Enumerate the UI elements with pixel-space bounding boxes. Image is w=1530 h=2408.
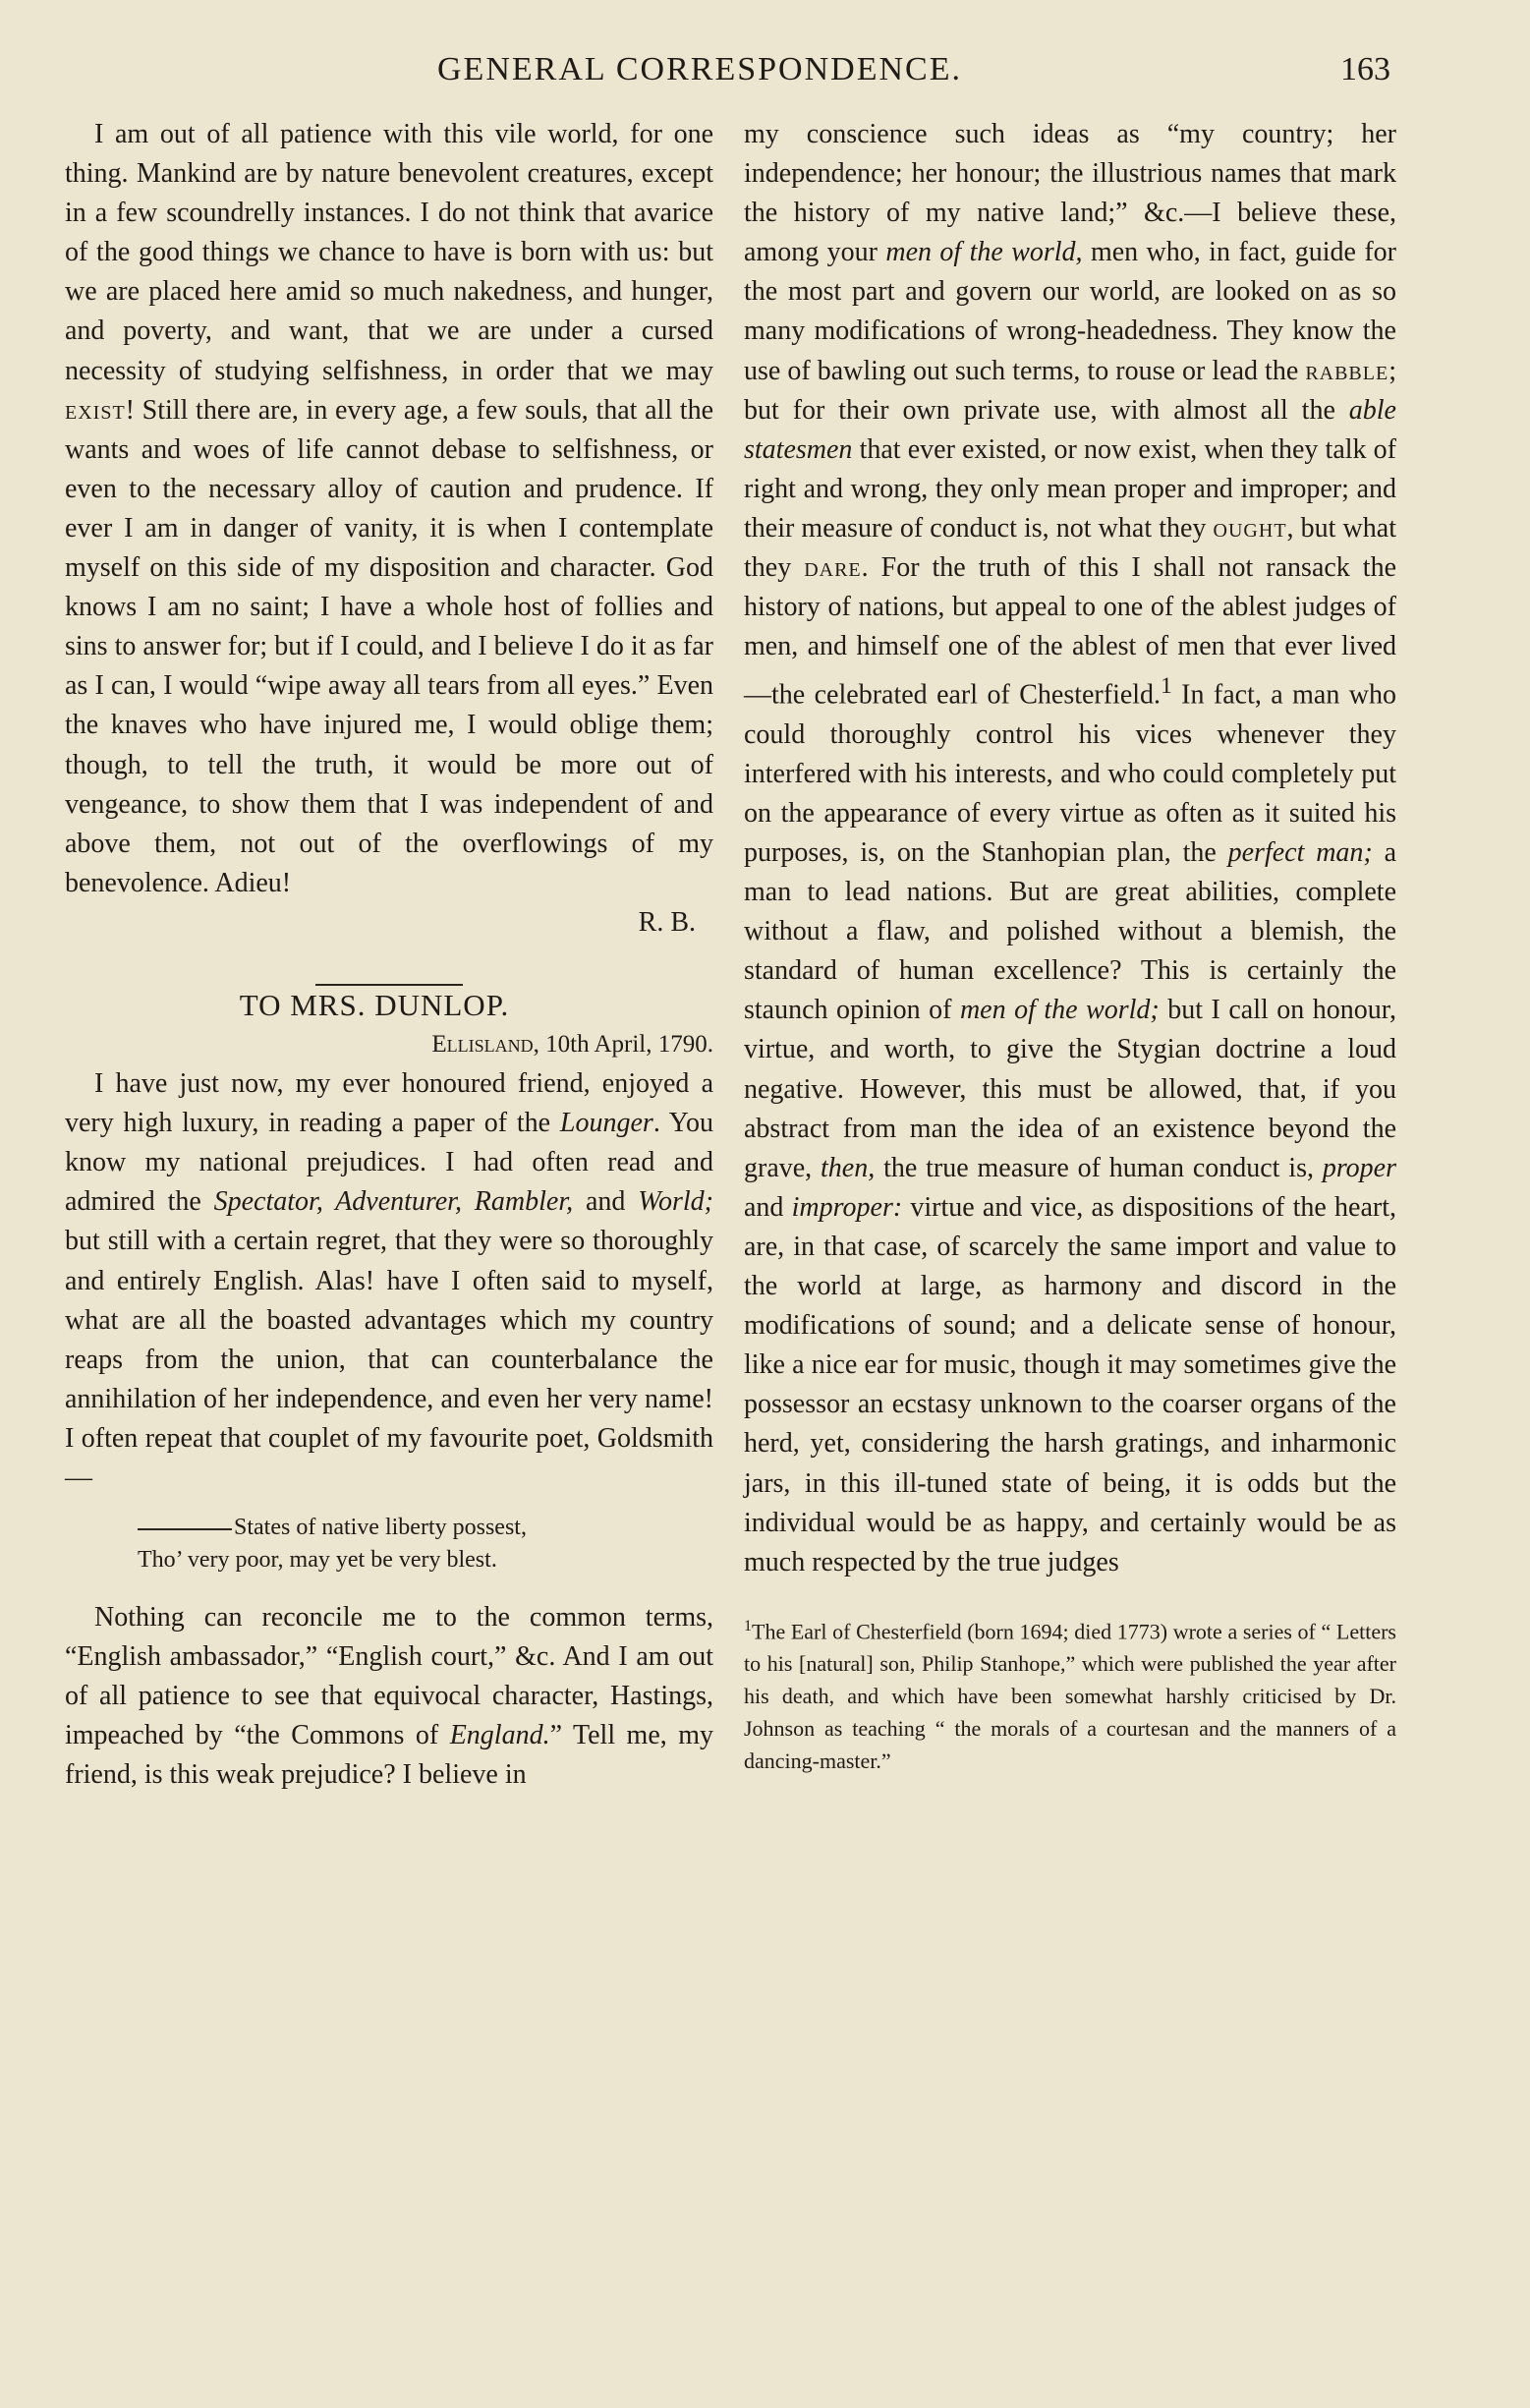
letter-paragraph: Nothing can reconcile me to the common terms, “English ambassador,” “English court,” &c. And I am out of all patience to see that equivocal character, Hastings, impeached by “the Commons of England.” Tell me, my friend, is this weak prejudice? I believe in <box>65 1602 714 1791</box>
verse-line: Tho’ very poor, may yet be very blest. <box>138 1547 497 1574</box>
page-header <box>0 51 1530 100</box>
verse-line: States of native liberty possest, <box>138 1512 713 1544</box>
footnote: $^1$The Earl of Chesterfield (born 1694; died 1773) wrote a series of “ Letters to his [natural] son, Philip Stanhope,” which were published the year after his death, and which have been somewhat harshly criticised by Dr. Johnson as teaching “ the morals of a courtesan and the manners of a dancing-master.” <box>744 1617 1396 1774</box>
right-column <box>744 115 1396 1777</box>
letter-paragraph: I have just now, my ever honoured friend, enjoyed a very high luxury, in reading a paper of the Lounger. You know my national prejudices. I had often read and admired the Spectator, Adventurer, Rambler, and World; but still with a certain regret, that they were so thoroughly and entirely English. Alas! have I often said to myself, what are all the boasted advantages which my country reaps from the union, that can counterbalance the annihilation of her independence, and even her very name! I often repeat that couplet of my favourite poet, Goldsmith— <box>65 1068 714 1493</box>
dateline: Ellisland, 10th April, 1790. <box>431 1031 713 1059</box>
letter-paragraph-continued: my conscience such ideas as “my country; her independence; her honour; the illustrious names that mark the history of my native land;” &c.—I believe these, among your men of the world, men who, in fact, guide for the most part and govern our world, are looked on as so many modifications of wrong-headedness. They know the use of bawling out such terms, to rouse or lead the rabble; but for their own private use, with almost all the able statesmen that ever existed, or now exist, when they talk of right and wrong, they only mean proper and improper; and their measure of conduct is, not what they ought, but what they dare. For the truth of this I shall not ransack the history of nations, but appeal to one of the ablest judges of men, and himself one of the ablest of men that ever lived—the celebrated earl of Chesterfield.$^1$ In fact, a man who could thoroughly control his vices whenever they interfered with his interests, and who could completely put on the appearance of every virtue as often as it suited his purposes, is, on the Stanhopian plan, the perfect man; a man to lead nations. But are great abilities, complete without a flaw, and polished without a blemish, the standard of human excellence? This is certainly the staunch opinion of men of the world; but I call on honour, virtue, and worth, to give the Stygian doctrine a loud negative. However, this must be allowed, that, if you abstract from man the idea of an existence beyond the grave, then, the true measure of human conduct is, proper and improper: virtue and vice, as dispositions of the heart, are, in that case, of scarcely the same import and value to the world at large, as harmony and discord in the modifications of sound; and a delicate sense of honour, like a nice ear for music, though it may sometimes give the possessor an ecstasy unknown to the coarser organs of the herd, yet, considering the harsh gratings, and inharmonic jars, in this ill-tuned state of being, it is odds but the individual would be as happy, and certainly would be as much respected by the true judges <box>744 119 1397 1577</box>
running-head: GENERAL CORRESPONDENCE. <box>437 51 962 87</box>
footnote-reference: 1 <box>1161 673 1172 700</box>
verse-quote <box>138 1512 713 1577</box>
left-column <box>65 115 713 1796</box>
emphasis-exist: exist <box>65 394 126 426</box>
closing-paragraph: I am out of all patience with this vile world, for one thing. Mankind are by nature benevolent creatures, except in a few scoundrelly instances. I do not think that avarice of the good things we chance to have is born with us: but we are placed here amid so much nakedness, and hunger, and poverty, and want, that we are under a cursed necessity of studying selfishness, in order that we may exist! Still there are, in every age, a few souls, that all the wants and woes of life cannot debase to selfishness, or even to the necessary alloy of caution and prudence. If ever I am in danger of vanity, it is when I contemplate myself on this side of my disposition and character. God knows I am no saint; I have a whole host of follies and sins to answer for; but if I could, and I believe I do it as far as I can, I would “wipe away all tears from all eyes.” Even the knaves who have injured me, I would oblige them; though, to tell the truth, it would be more out of vengeance, to show them that I was independent of and above them, not out of the overflowings of my benevolence. Adieu! <box>65 119 713 898</box>
page-number: 163 <box>1340 51 1390 87</box>
letter-heading: TO MRS. DUNLOP. <box>239 987 510 1022</box>
signature: R. B. <box>638 906 696 938</box>
